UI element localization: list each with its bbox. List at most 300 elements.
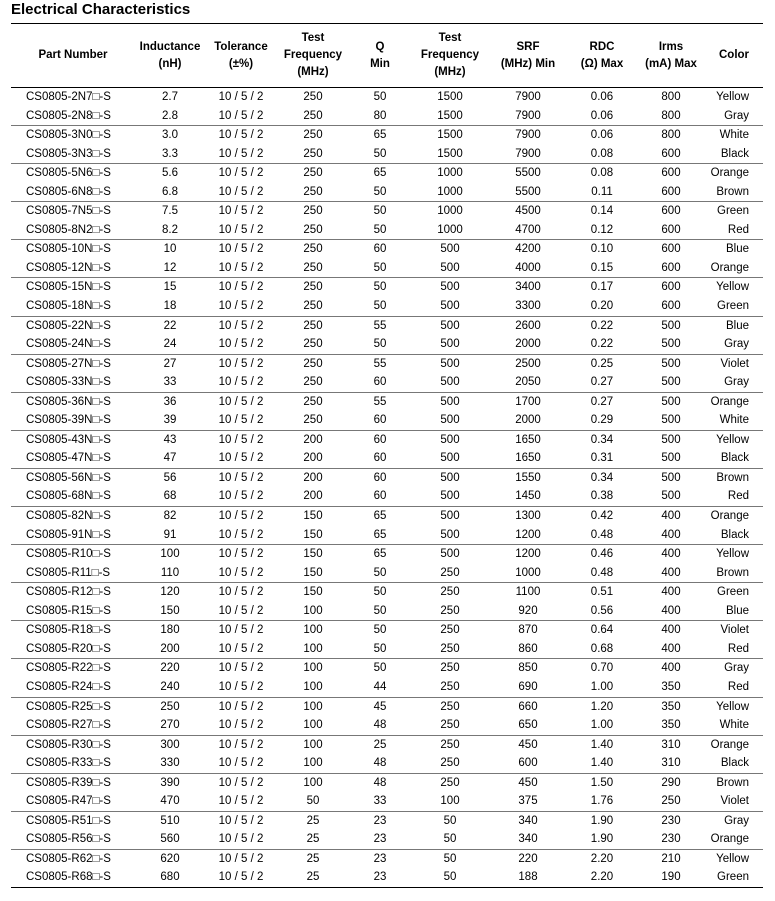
tolerance-cell: 10 / 5 / 2 (218, 376, 264, 389)
table-row (11, 602, 763, 621)
column-header-test-frequency-2 (411, 24, 489, 88)
q-min-cell: 55 (349, 354, 411, 373)
srf-cell: 4500 (489, 202, 567, 221)
srf-cell: 188 (489, 868, 567, 887)
irms-cell: 400 (637, 507, 705, 526)
part-number-cell: CS0805-R33□-S (26, 757, 111, 770)
rdc-cell: 0.22 (590, 338, 614, 351)
inductance-cell: 270 (160, 719, 180, 732)
electrical-characteristics-table (11, 23, 763, 888)
q-min-cell: 50 (349, 583, 411, 602)
q-min-cell: 23 (349, 811, 411, 830)
table-row (11, 583, 763, 602)
q-test-frequency-cell: 500 (440, 528, 460, 541)
color-cell: Brown (716, 185, 749, 198)
srf-cell: 3300 (515, 300, 541, 313)
color-cell: Yellow (705, 849, 763, 868)
column-header-line: (MHz) (434, 66, 466, 78)
color-cell: Blue (705, 240, 763, 259)
tolerance-cell: 10 / 5 / 2 (218, 490, 264, 503)
inductance-cell: 18 (163, 300, 177, 313)
q-test-frequency-cell: 1500 (437, 109, 463, 122)
q-test-frequency-cell: 250 (411, 735, 489, 754)
q-test-frequency-cell: 1500 (437, 147, 463, 160)
rdc-cell: 0.15 (590, 261, 614, 274)
test-frequency-cell: 250 (277, 126, 349, 145)
rdc-cell: 2.20 (567, 849, 637, 868)
table-row (11, 240, 763, 259)
inductance-cell: 2.8 (162, 109, 178, 122)
table-row (11, 107, 763, 126)
part-number-cell: CS0805-R30□-S (11, 735, 135, 754)
q-test-frequency-cell: 250 (440, 680, 460, 693)
inductance-cell: 91 (163, 528, 177, 541)
tolerance-cell: 10 / 5 / 2 (218, 680, 264, 693)
q-test-frequency-cell: 500 (411, 468, 489, 487)
table-row (11, 316, 763, 335)
tolerance-cell: 10 / 5 / 2 (205, 507, 277, 526)
table-row (11, 392, 763, 411)
irms-cell: 800 (661, 109, 681, 122)
test-frequency-cell: 250 (303, 300, 323, 313)
test-frequency-cell: 250 (303, 147, 323, 160)
irms-cell: 600 (661, 300, 681, 313)
srf-cell: 2050 (515, 376, 541, 389)
srf-cell: 2600 (489, 316, 567, 335)
tolerance-cell: 10 / 5 / 2 (218, 452, 264, 465)
color-cell: Red (727, 223, 749, 236)
irms-cell: 400 (637, 659, 705, 678)
table-row (11, 411, 763, 430)
inductance-cell: 27 (135, 354, 205, 373)
q-min-cell: 60 (373, 376, 387, 389)
part-number-cell: CS0805-5N6□-S (11, 164, 135, 183)
part-number-cell: CS0805-R20□-S (26, 642, 111, 655)
test-frequency-cell: 100 (303, 680, 323, 693)
srf-cell: 2000 (515, 414, 541, 427)
tolerance-cell: 10 / 5 / 2 (205, 468, 277, 487)
srf-cell: 340 (489, 811, 567, 830)
tolerance-cell: 10 / 5 / 2 (205, 278, 277, 297)
irms-cell: 500 (661, 490, 681, 503)
column-header-line: Part Number (38, 49, 108, 61)
color-cell: Orange (710, 261, 749, 274)
rdc-cell: 1.90 (590, 833, 614, 846)
color-cell: Green (705, 202, 763, 221)
rdc-cell: 0.64 (567, 621, 637, 640)
tolerance-cell: 10 / 5 / 2 (205, 773, 277, 792)
color-cell: Gray (724, 376, 749, 389)
table-row (11, 430, 763, 449)
table-row (11, 526, 763, 545)
tolerance-cell: 10 / 5 / 2 (205, 240, 277, 259)
part-number-cell: CS0805-R56□-S (26, 833, 111, 846)
rdc-cell: 0.22 (567, 316, 637, 335)
column-header-line: Frequency (283, 49, 343, 61)
srf-cell: 4700 (515, 223, 541, 236)
srf-cell: 7900 (489, 126, 567, 145)
srf-cell: 650 (518, 719, 538, 732)
q-test-frequency-cell: 500 (411, 545, 489, 564)
rdc-cell: 1.40 (590, 757, 614, 770)
color-cell: Violet (705, 354, 763, 373)
srf-cell: 1650 (489, 430, 567, 449)
q-min-cell: 60 (373, 490, 387, 503)
table-row (11, 487, 763, 506)
irms-cell: 400 (661, 642, 681, 655)
inductance-cell: 2.7 (162, 91, 178, 103)
q-min-cell: 48 (373, 757, 387, 770)
part-number-cell: CS0805-R12□-S (11, 583, 135, 602)
test-frequency-cell: 250 (277, 316, 349, 335)
rdc-cell: 0.51 (567, 583, 637, 602)
irms-cell: 600 (637, 202, 705, 221)
q-min-cell: 23 (373, 833, 387, 846)
test-frequency-cell: 250 (303, 223, 323, 236)
irms-cell: 600 (661, 185, 681, 198)
tolerance-cell: 10 / 5 / 2 (218, 91, 264, 103)
q-test-frequency-cell: 500 (440, 414, 460, 427)
q-min-cell: 33 (373, 795, 387, 808)
column-header-line: Irms (658, 40, 684, 53)
color-cell: Gray (724, 338, 749, 351)
inductance-cell: 390 (135, 773, 205, 792)
color-cell: White (719, 414, 749, 427)
q-min-cell: 50 (373, 604, 387, 617)
color-cell: Brown (705, 773, 763, 792)
part-number-cell: CS0805-91N□-S (26, 528, 111, 541)
test-frequency-cell: 100 (277, 735, 349, 754)
color-cell: Orange (710, 833, 749, 846)
inductance-cell: 36 (135, 392, 205, 411)
srf-cell: 660 (489, 697, 567, 716)
tolerance-cell: 10 / 5 / 2 (205, 583, 277, 602)
tolerance-cell: 10 / 5 / 2 (218, 223, 264, 236)
part-number-cell: CS0805-7N5□-S (11, 202, 135, 221)
q-test-frequency-cell: 100 (440, 795, 460, 808)
color-cell: Orange (705, 507, 763, 526)
inductance-cell: 5.6 (135, 164, 205, 183)
q-min-cell: 50 (349, 278, 411, 297)
column-header-line: (±%) (228, 57, 254, 70)
srf-cell: 1200 (515, 528, 541, 541)
q-test-frequency-cell: 250 (411, 773, 489, 792)
test-frequency-cell: 150 (303, 566, 323, 579)
rdc-cell: 0.06 (590, 91, 614, 103)
rdc-cell: 2.20 (567, 868, 637, 887)
column-header-line: Inductance (139, 40, 201, 53)
q-test-frequency-cell: 50 (443, 833, 457, 846)
test-frequency-cell: 100 (277, 773, 349, 792)
q-min-cell: 50 (349, 621, 411, 640)
rdc-cell: 0.34 (567, 468, 637, 487)
color-cell: Brown (705, 468, 763, 487)
part-number-cell: CS0805-27N□-S (11, 354, 135, 373)
srf-cell: 450 (489, 735, 567, 754)
test-frequency-cell: 25 (277, 868, 349, 887)
irms-cell: 600 (661, 223, 681, 236)
inductance-cell: 330 (160, 757, 180, 770)
table-row (11, 754, 763, 773)
table-body (11, 88, 763, 888)
page-title: Electrical Characteristics (11, 1, 191, 18)
rdc-cell: 1.90 (567, 811, 637, 830)
test-frequency-cell: 100 (303, 604, 323, 617)
q-min-cell: 44 (373, 680, 387, 693)
color-cell: Brown (716, 566, 749, 579)
rdc-cell: 1.00 (590, 719, 614, 732)
irms-cell: 350 (661, 719, 681, 732)
q-min-cell: 50 (373, 300, 387, 313)
inductance-cell: 43 (135, 430, 205, 449)
tolerance-cell: 10 / 5 / 2 (218, 109, 264, 122)
part-number-cell: CS0805-43N□-S (11, 430, 135, 449)
rdc-cell: 0.11 (591, 185, 613, 198)
table-row (11, 811, 763, 830)
rdc-cell: 0.56 (590, 604, 614, 617)
color-cell: Gray (724, 109, 749, 122)
part-number-cell: CS0805-3N0□-S (11, 126, 135, 145)
inductance-cell: 68 (163, 490, 177, 503)
tolerance-cell: 10 / 5 / 2 (205, 849, 277, 868)
table-row (11, 640, 763, 659)
irms-cell: 500 (661, 338, 681, 351)
part-number-cell: CS0805-R18□-S (11, 621, 135, 640)
table-row (11, 507, 763, 526)
q-test-frequency-cell: 1000 (437, 185, 463, 198)
table-row (11, 259, 763, 278)
table-row (11, 145, 763, 164)
part-number-cell: CS0805-15N□-S (11, 278, 135, 297)
tolerance-cell: 10 / 5 / 2 (205, 545, 277, 564)
color-cell: Yellow (705, 697, 763, 716)
inductance-cell: 150 (160, 604, 180, 617)
rdc-cell: 0.10 (567, 240, 637, 259)
q-test-frequency-cell: 500 (440, 452, 460, 465)
tolerance-cell: 10 / 5 / 2 (205, 126, 277, 145)
table-row (11, 849, 763, 868)
srf-cell: 220 (489, 849, 567, 868)
column-header-line: Tolerance (214, 40, 268, 53)
tolerance-cell: 10 / 5 / 2 (218, 528, 264, 541)
inductance-cell: 200 (160, 642, 180, 655)
test-frequency-cell: 250 (303, 91, 323, 103)
irms-cell: 250 (661, 795, 681, 808)
table-row (11, 621, 763, 640)
q-min-cell: 65 (349, 507, 411, 526)
irms-cell: 400 (637, 621, 705, 640)
part-number-cell: CS0805-47N□-S (26, 452, 111, 465)
irms-cell: 230 (661, 833, 681, 846)
srf-cell: 375 (518, 795, 538, 808)
srf-cell: 1000 (515, 566, 541, 579)
rdc-cell: 0.27 (567, 392, 637, 411)
q-min-cell: 50 (373, 338, 387, 351)
part-number-cell: CS0805-R25□-S (11, 697, 135, 716)
test-frequency-cell: 100 (277, 621, 349, 640)
irms-cell: 500 (637, 430, 705, 449)
tolerance-cell: 10 / 5 / 2 (205, 659, 277, 678)
q-test-frequency-cell: 1000 (437, 223, 463, 236)
srf-cell: 1300 (489, 507, 567, 526)
rdc-cell: 0.46 (567, 545, 637, 564)
column-header-line: (nH) (158, 57, 182, 70)
tolerance-cell: 10 / 5 / 2 (218, 719, 264, 732)
test-frequency-cell: 250 (303, 109, 323, 122)
part-number-cell: CS0805-2N8□-S (26, 109, 111, 122)
q-test-frequency-cell: 500 (411, 278, 489, 297)
q-min-cell: 65 (373, 528, 387, 541)
test-frequency-cell: 250 (277, 164, 349, 183)
test-frequency-cell: 250 (277, 202, 349, 221)
q-test-frequency-cell: 1500 (437, 91, 463, 103)
inductance-cell: 120 (135, 583, 205, 602)
test-frequency-cell: 150 (277, 545, 349, 564)
tolerance-cell: 10 / 5 / 2 (205, 868, 277, 887)
rdc-cell: 0.06 (567, 126, 637, 145)
q-min-cell: 60 (373, 452, 387, 465)
q-test-frequency-cell: 500 (440, 490, 460, 503)
test-frequency-cell: 200 (277, 468, 349, 487)
rdc-cell: 0.68 (590, 642, 614, 655)
irms-cell: 500 (637, 392, 705, 411)
test-frequency-cell: 250 (277, 354, 349, 373)
tolerance-cell: 10 / 5 / 2 (218, 795, 264, 808)
irms-cell: 600 (637, 240, 705, 259)
q-test-frequency-cell: 500 (411, 430, 489, 449)
irms-cell: 310 (637, 735, 705, 754)
inductance-cell: 47 (163, 452, 177, 465)
irms-cell: 800 (637, 126, 705, 145)
inductance-cell: 3.3 (162, 147, 178, 160)
part-number-cell: CS0805-10N□-S (11, 240, 135, 259)
table-row (11, 792, 763, 811)
q-test-frequency-cell: 250 (411, 659, 489, 678)
part-number-cell: CS0805-R15□-S (26, 604, 111, 617)
table-row (11, 678, 763, 697)
table-row (11, 164, 763, 183)
irms-cell: 350 (637, 697, 705, 716)
tolerance-cell: 10 / 5 / 2 (218, 147, 264, 160)
column-header-q-min (349, 24, 411, 88)
rdc-cell: 1.20 (567, 697, 637, 716)
table-row (11, 297, 763, 316)
part-number-cell: CS0805-R22□-S (11, 659, 135, 678)
rdc-cell: 0.08 (590, 147, 614, 160)
color-cell: Yellow (705, 545, 763, 564)
tolerance-cell: 10 / 5 / 2 (205, 697, 277, 716)
irms-cell: 500 (637, 354, 705, 373)
color-cell: Green (717, 300, 749, 313)
part-number-cell: CS0805-R62□-S (11, 849, 135, 868)
inductance-cell: 15 (135, 278, 205, 297)
q-test-frequency-cell: 1500 (411, 126, 489, 145)
q-test-frequency-cell: 500 (411, 392, 489, 411)
color-cell: Black (720, 528, 749, 541)
rdc-cell: 0.31 (590, 452, 614, 465)
irms-cell: 190 (637, 868, 705, 887)
q-test-frequency-cell: 1000 (411, 164, 489, 183)
table-row (11, 830, 763, 849)
column-header-irms (637, 24, 705, 88)
irms-cell: 500 (661, 452, 681, 465)
inductance-cell: 82 (135, 507, 205, 526)
q-test-frequency-cell: 500 (411, 240, 489, 259)
rdc-cell: 0.08 (567, 164, 637, 183)
q-min-cell: 50 (373, 147, 387, 160)
srf-cell: 1550 (489, 468, 567, 487)
color-cell: Orange (705, 164, 763, 183)
column-header-line: (MHz) Min (500, 57, 556, 70)
q-min-cell: 50 (349, 202, 411, 221)
table-row (11, 202, 763, 221)
q-min-cell: 55 (349, 392, 411, 411)
part-number-cell: CS0805-R24□-S (26, 680, 111, 693)
srf-cell: 600 (518, 757, 538, 770)
q-min-cell: 60 (373, 414, 387, 427)
irms-cell: 400 (637, 545, 705, 564)
table-row (11, 126, 763, 145)
inductance-cell: 6.8 (162, 185, 178, 198)
irms-cell: 290 (637, 773, 705, 792)
tolerance-cell: 10 / 5 / 2 (218, 566, 264, 579)
q-min-cell: 48 (373, 719, 387, 732)
tolerance-cell: 10 / 5 / 2 (218, 300, 264, 313)
table-row (11, 868, 763, 887)
table-row (11, 221, 763, 240)
color-cell: Red (727, 642, 749, 655)
inductance-cell: 680 (135, 868, 205, 887)
column-header-line: Test (301, 32, 325, 44)
part-number-cell: CS0805-2N7□-S (26, 91, 111, 103)
test-frequency-cell: 100 (277, 659, 349, 678)
color-cell: Yellow (716, 91, 749, 103)
q-test-frequency-cell: 50 (411, 849, 489, 868)
table-row (11, 659, 763, 678)
irms-cell: 600 (661, 147, 681, 160)
q-test-frequency-cell: 500 (440, 376, 460, 389)
irms-cell: 210 (637, 849, 705, 868)
srf-cell: 3400 (489, 278, 567, 297)
q-test-frequency-cell: 500 (440, 338, 460, 351)
part-number-cell: CS0805-R27□-S (26, 719, 111, 732)
rdc-cell: 1.40 (567, 735, 637, 754)
srf-cell: 7900 (515, 147, 541, 160)
color-cell: Green (705, 583, 763, 602)
inductance-cell: 510 (135, 811, 205, 830)
inductance-cell: 240 (160, 680, 180, 693)
inductance-cell: 110 (160, 566, 180, 579)
color-cell: Yellow (705, 430, 763, 449)
rdc-cell: 0.48 (590, 528, 614, 541)
irms-cell: 600 (637, 278, 705, 297)
column-header-line: (Ω) Max (580, 57, 624, 70)
srf-cell: 7900 (515, 109, 541, 122)
column-header-line: Q (375, 40, 385, 53)
part-number-cell: CS0805-R51□-S (11, 811, 135, 830)
q-min-cell: 50 (373, 223, 387, 236)
test-frequency-cell: 100 (303, 642, 323, 655)
tolerance-cell: 10 / 5 / 2 (205, 811, 277, 830)
part-number-cell: CS0805-33N□-S (26, 376, 111, 389)
part-number-cell: CS0805-24N□-S (26, 338, 111, 351)
color-cell: Red (727, 680, 749, 693)
column-header-line: Test (438, 32, 462, 44)
irms-cell: 350 (661, 680, 681, 693)
rdc-cell: 1.00 (590, 680, 614, 693)
irms-cell: 500 (637, 316, 705, 335)
color-cell: Green (705, 868, 763, 887)
